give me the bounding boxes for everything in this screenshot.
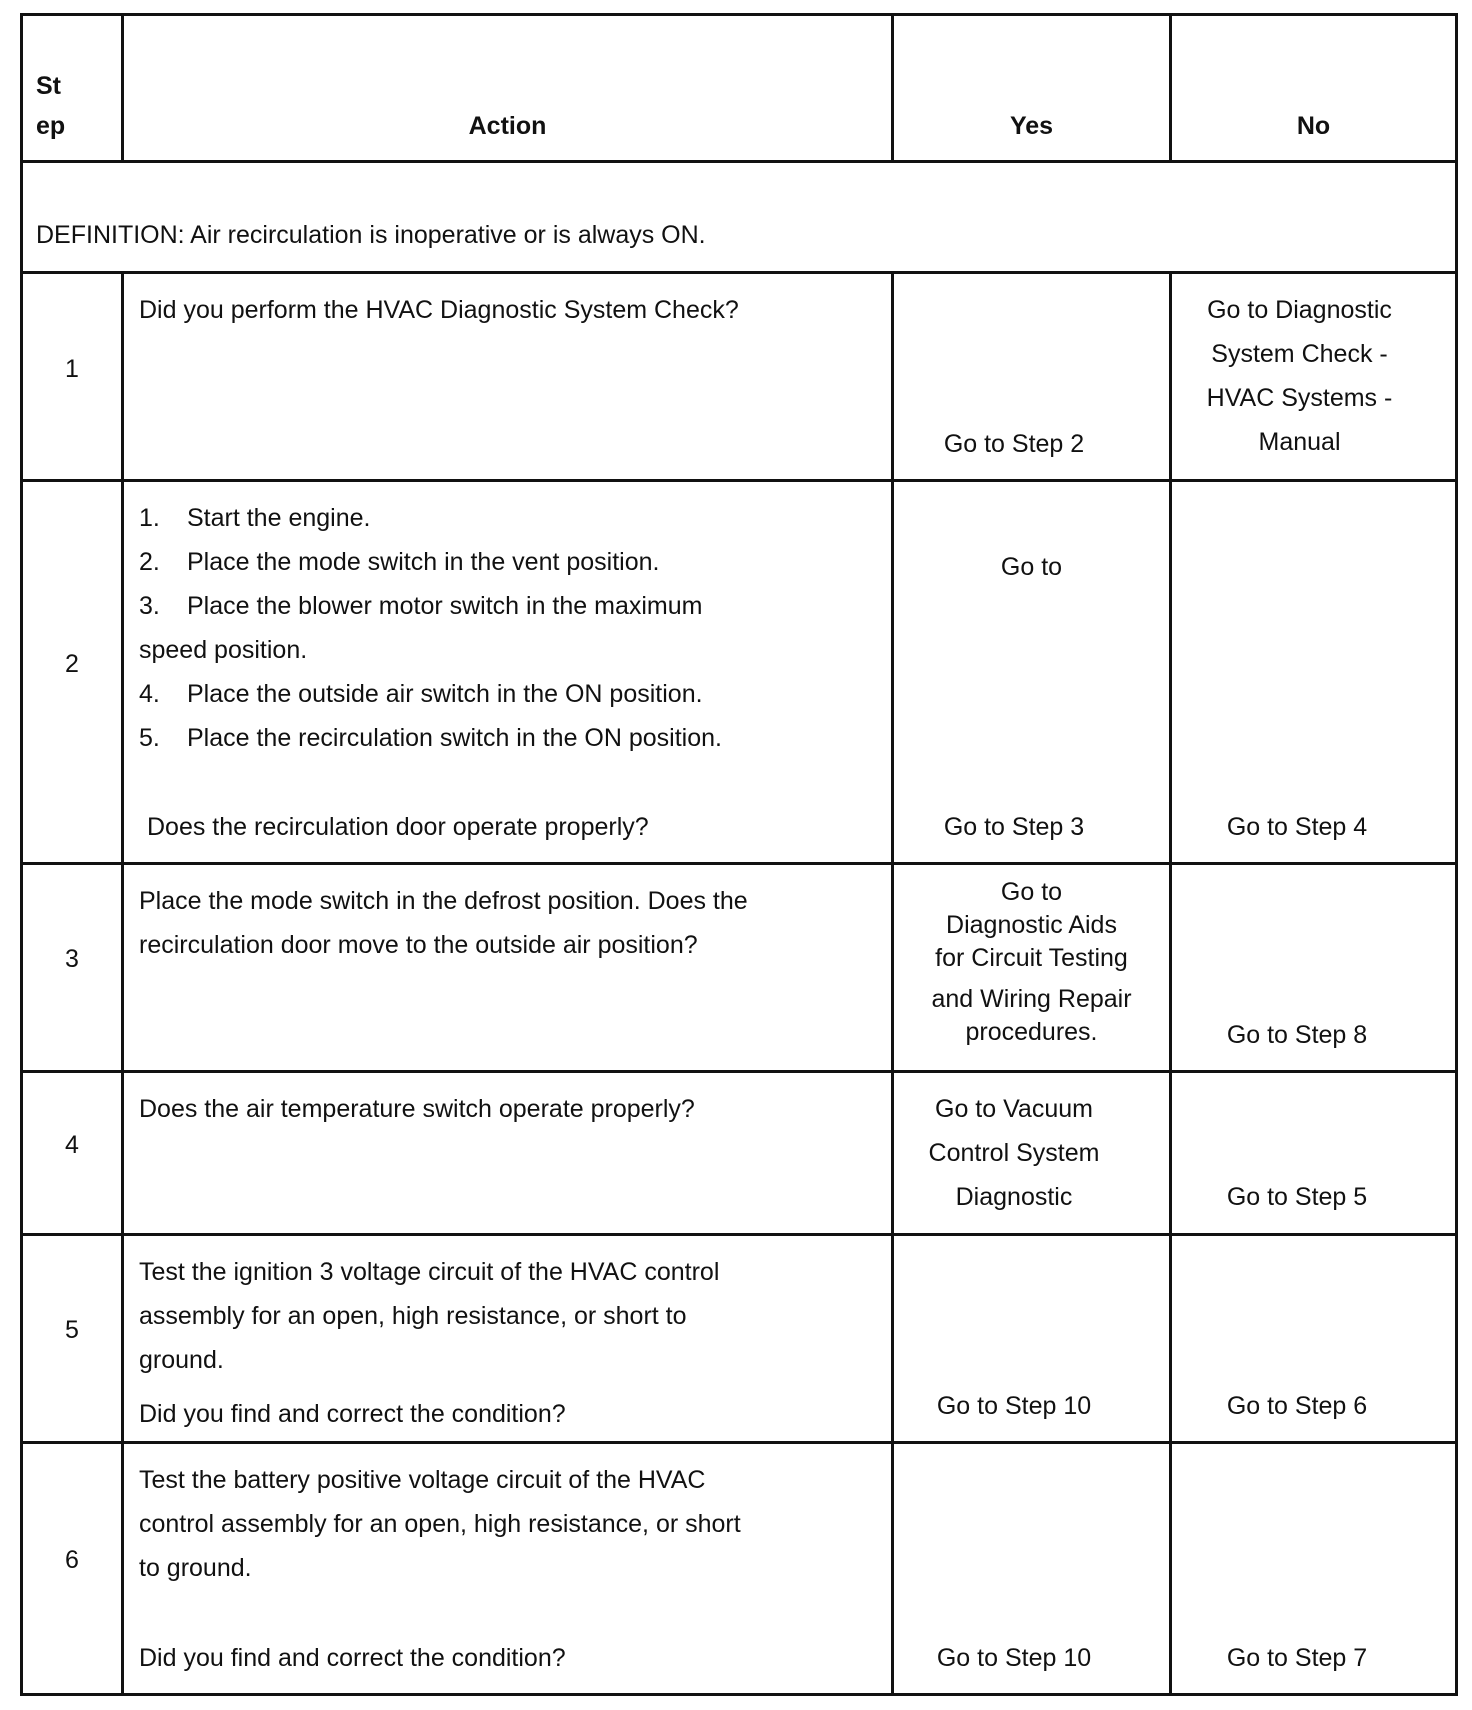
- yes-link[interactable]: Go to: [1000, 553, 1063, 581]
- list-item: [139, 496, 722, 540]
- list-text: Place the blower motor switch in the maximum: [187, 592, 703, 620]
- yes-link[interactable]: Go to Step 10: [936, 1644, 1092, 1672]
- yes-link[interactable]: Go to Step 10: [936, 1392, 1092, 1420]
- yes-link[interactable]: Go to Step 3: [943, 813, 1085, 841]
- list-number: 5.: [139, 724, 160, 752]
- definition-text: DEFINITION: Air recirculation is inoperative or is always ON.: [36, 221, 706, 249]
- list-text: Start the engine.: [187, 504, 371, 532]
- action-question: Does the recirculation door operate properly?: [147, 813, 649, 841]
- action-text: [139, 879, 748, 967]
- action-line: recirculation door move to the outside air position?: [139, 931, 698, 959]
- action-question: Did you find and correct the condition?: [139, 1400, 566, 1428]
- list-item: [139, 628, 722, 672]
- column-divider: [121, 271, 124, 1696]
- action-line: Place the mode switch in the defrost position. Does the: [139, 887, 748, 915]
- no-link[interactable]: [1172, 288, 1427, 464]
- table-border-left: [20, 13, 23, 1696]
- row-divider: [20, 1441, 1458, 1444]
- yes-link[interactable]: Go to Step 2: [943, 430, 1085, 458]
- action-text: Does the air temperature switch operate properly?: [139, 1095, 695, 1123]
- header-action: Action: [468, 112, 547, 140]
- yes-link-line: for Circuit Testing: [935, 944, 1128, 972]
- list-item: [139, 716, 722, 760]
- table-border-bottom: [20, 1693, 1458, 1696]
- no-link-line: Manual: [1258, 428, 1341, 456]
- action-text: Did you perform the HVAC Diagnostic System Check?: [139, 296, 739, 324]
- column-divider: [1169, 271, 1172, 1696]
- table-border-top: [20, 13, 1458, 16]
- definition-divider: [20, 271, 1458, 274]
- yes-link-line: Go to Vacuum: [935, 1095, 1093, 1123]
- list-item: [139, 584, 722, 628]
- action-line: Test the battery positive voltage circuit of the HVAC: [139, 1466, 706, 1494]
- list-number: 4.: [139, 680, 160, 708]
- row-divider: [20, 1233, 1458, 1236]
- table-border-right: [1455, 13, 1458, 1696]
- header-no: No: [1296, 112, 1331, 140]
- row-divider: [20, 862, 1458, 865]
- list-item: [139, 540, 722, 584]
- list-text: Place the recirculation switch in the ON position.: [187, 724, 722, 752]
- yes-link-line: Go to: [1000, 878, 1063, 906]
- step-number: 4: [65, 1131, 79, 1159]
- list-number: 3.: [139, 592, 160, 620]
- yes-link[interactable]: [894, 1087, 1134, 1219]
- list-text: Place the outside air switch in the ON position.: [187, 680, 703, 708]
- yes-link-line: Diagnostic: [955, 1183, 1073, 1211]
- no-link-line: HVAC Systems -: [1206, 384, 1393, 412]
- yes-link-line: procedures.: [965, 1018, 1098, 1046]
- step-number: 3: [65, 945, 79, 973]
- action-line: assembly for an open, high resistance, or short to: [139, 1302, 687, 1330]
- action-text: [139, 1458, 741, 1590]
- step-number: 5: [65, 1316, 79, 1344]
- action-line: control assembly for an open, high resistance, or short: [139, 1510, 741, 1538]
- step-number: 2: [65, 650, 79, 678]
- no-link[interactable]: Go to Step 6: [1226, 1392, 1368, 1420]
- step-number: 6: [65, 1546, 79, 1574]
- yes-link-line: Control System: [928, 1139, 1100, 1167]
- no-link[interactable]: Go to Step 7: [1226, 1644, 1368, 1672]
- action-line: to ground.: [139, 1554, 252, 1582]
- header-step: [36, 66, 65, 146]
- header-yes: Yes: [1009, 112, 1054, 140]
- action-question: Did you find and correct the condition?: [139, 1644, 566, 1672]
- yes-link-line: Diagnostic Aids: [946, 911, 1117, 939]
- list-number: 1.: [139, 504, 160, 532]
- action-text: [139, 1250, 719, 1382]
- header-divider: [20, 160, 1458, 163]
- action-steps: [139, 496, 722, 760]
- list-text: speed position.: [139, 636, 308, 664]
- list-item: [139, 672, 722, 716]
- no-link[interactable]: Go to Step 5: [1226, 1183, 1368, 1211]
- action-line: ground.: [139, 1346, 224, 1374]
- no-link[interactable]: Go to Step 4: [1226, 813, 1368, 841]
- no-link-line: Go to Diagnostic: [1207, 296, 1392, 324]
- action-line: Test the ignition 3 voltage circuit of the HVAC control: [139, 1258, 720, 1286]
- list-number: 2.: [139, 548, 160, 576]
- header-step-line2: ep: [36, 112, 66, 140]
- step-number: 1: [65, 355, 79, 383]
- numbered-list: [139, 496, 722, 760]
- yes-link[interactable]: [894, 876, 1169, 1049]
- no-link-line: System Check -: [1211, 340, 1388, 368]
- list-text: Place the mode switch in the vent position.: [187, 548, 660, 576]
- row-divider: [20, 479, 1458, 482]
- header-step-line1: St: [36, 72, 61, 100]
- no-link[interactable]: Go to Step 8: [1226, 1021, 1368, 1049]
- yes-link-line: and Wiring Repair: [931, 985, 1132, 1013]
- row-divider: [20, 1070, 1458, 1073]
